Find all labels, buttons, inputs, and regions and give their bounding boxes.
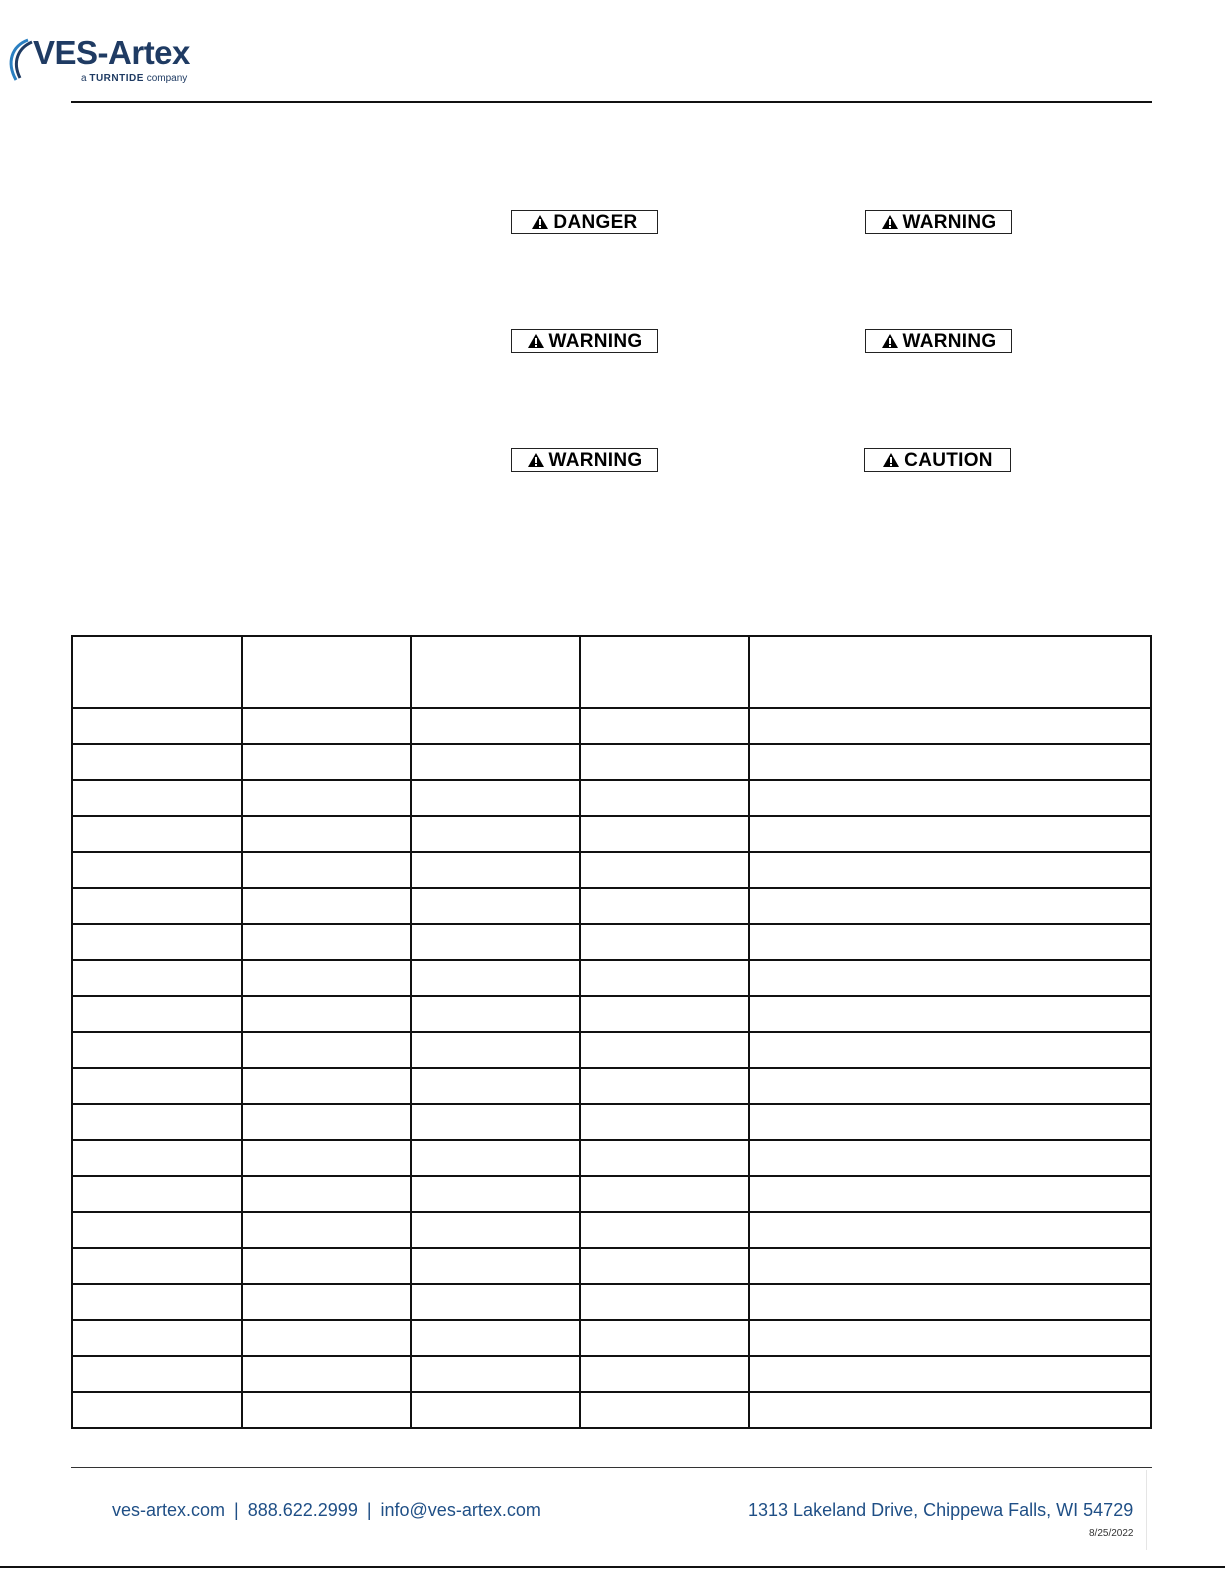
hazard-label-text: DANGER [553,211,638,233]
table-cell [72,1392,242,1428]
hazard-label-warning [865,210,1012,234]
table-row [72,1032,1151,1068]
table-cell [580,816,749,852]
margin-line [1146,1470,1147,1550]
table-cell [242,1356,411,1392]
table-row [72,1212,1151,1248]
table-cell [72,816,242,852]
table-cell [242,1248,411,1284]
table-cell [242,780,411,816]
table-cell [242,1392,411,1428]
table-cell [242,924,411,960]
table-cell [580,708,749,744]
table-row [72,1356,1151,1392]
table-cell [411,924,580,960]
table-cell [749,1104,1151,1140]
table-row [72,1140,1151,1176]
hazard-label-text: WARNING [548,449,643,471]
header-divider [71,101,1152,103]
table-cell [242,1104,411,1140]
footer-separator: | [366,1500,372,1520]
table-cell [580,924,749,960]
footer-website-link[interactable]: ves-artex.com [112,1500,226,1520]
table-cell [411,1284,580,1320]
table-cell [749,1392,1151,1428]
warning-triangle-icon [881,333,899,349]
table-row [72,1284,1151,1320]
table-cell [72,1032,242,1068]
footer-separator: | [234,1500,239,1520]
hazard-label-warning [511,448,658,472]
table-cell [411,1320,580,1356]
table-row [72,780,1151,816]
table-cell [411,1392,580,1428]
table-cell [749,1140,1151,1176]
hazard-label-text: CAUTION [904,449,993,471]
table-cell [749,1356,1151,1392]
table-row [72,1392,1151,1428]
table-cell [749,996,1151,1032]
footer-date: 8/25/2022 [1089,1528,1134,1539]
table-cell [72,708,242,744]
table-cell [411,1068,580,1104]
table-cell [580,1248,749,1284]
footer-address: 1313 Lakeland Drive, Chippewa Falls, WI 54729 [748,1500,1134,1520]
table-cell [242,816,411,852]
table-cell [749,708,1151,744]
table-cell [749,780,1151,816]
table-cell [580,1320,749,1356]
table-cell [580,1176,749,1212]
table-cell [749,1068,1151,1104]
table-row [72,888,1151,924]
table-cell [411,1140,580,1176]
page-bottom-rule [0,1566,1225,1568]
warning-triangle-icon [527,333,545,349]
table-cell [411,852,580,888]
table-cell [411,1032,580,1068]
table-header-cell [242,636,411,708]
table-cell [411,1248,580,1284]
table-cell [411,960,580,996]
table-cell [580,1140,749,1176]
table-cell [72,1140,242,1176]
table-cell [411,1212,580,1248]
table-cell [749,816,1151,852]
table-cell [242,960,411,996]
table-cell [580,852,749,888]
table-cell [72,960,242,996]
warning-triangle-icon [881,214,899,230]
table-row [72,852,1151,888]
warning-triangle-icon [882,452,900,468]
hazard-label-text: WARNING [902,330,997,352]
table-cell [411,708,580,744]
table-cell [72,1212,242,1248]
table-cell [749,1176,1151,1212]
table-cell [749,1212,1151,1248]
table-cell [72,1068,242,1104]
log-table [71,635,1152,1429]
hazard-label-caution [864,448,1011,472]
table-header-cell [72,636,242,708]
table-cell [72,924,242,960]
footer-divider [71,1467,1152,1468]
table-cell [72,996,242,1032]
hazard-label-text: WARNING [548,330,643,352]
hazard-label-danger [511,210,658,234]
table-cell [72,1104,242,1140]
table-cell [749,1284,1151,1320]
footer-email-link[interactable]: info@ves-artex.com [380,1500,541,1520]
table-cell [411,1176,580,1212]
table-cell [749,960,1151,996]
table-row [72,816,1151,852]
table-cell [580,1104,749,1140]
table-cell [72,1176,242,1212]
table-cell [242,1140,411,1176]
logo-tagline-brand: TURNTIDE [89,73,144,84]
footer-phone[interactable]: 888.622.2999 [247,1500,358,1520]
table-cell [72,1320,242,1356]
hazard-label-warning [511,329,658,353]
table-cell [580,1392,749,1428]
table-cell [580,960,749,996]
table-cell [411,996,580,1032]
table-row [72,960,1151,996]
table-cell [749,1032,1151,1068]
table-cell [72,1356,242,1392]
table-cell [411,780,580,816]
table-cell [242,1212,411,1248]
logo-tagline-suffix: company [146,73,188,84]
table-cell [749,888,1151,924]
table-cell [242,1176,411,1212]
table-cell [580,1032,749,1068]
table-header-cell [749,636,1151,708]
table-header-row [72,636,1151,708]
table-row [72,1176,1151,1212]
warning-triangle-icon [527,452,545,468]
table-row [72,1320,1151,1356]
table-cell [749,852,1151,888]
table-cell [242,996,411,1032]
table-cell [72,780,242,816]
table-cell [242,708,411,744]
table-row [72,708,1151,744]
table-cell [72,852,242,888]
logo-tagline [81,73,187,84]
table-cell [411,888,580,924]
table-cell [749,744,1151,780]
table-cell [580,996,749,1032]
table-cell [72,744,242,780]
logo-swoosh-icon [4,36,36,84]
table-cell [580,780,749,816]
table-cell [749,924,1151,960]
company-logo [4,34,204,90]
table-cell [411,1104,580,1140]
table-cell [242,1284,411,1320]
table-cell [72,1248,242,1284]
table-cell [242,744,411,780]
table-row [72,996,1151,1032]
table-cell [411,816,580,852]
table-cell [242,1320,411,1356]
table-row [72,744,1151,780]
table-cell [242,1068,411,1104]
table-cell [749,1248,1151,1284]
table-row [72,924,1151,960]
table-cell [580,1068,749,1104]
table-cell [411,744,580,780]
table-header-cell [411,636,580,708]
footer-contact [112,1500,541,1521]
table-row [72,1248,1151,1284]
table-row [72,1068,1151,1104]
logo-tagline-prefix: a [81,73,87,84]
table-cell [242,852,411,888]
table-cell [411,1356,580,1392]
table-cell [242,888,411,924]
table-cell [72,888,242,924]
table-cell [749,1320,1151,1356]
table-cell [580,1356,749,1392]
warning-triangle-icon [531,214,549,230]
table-cell [242,1032,411,1068]
table-cell [580,1284,749,1320]
table-cell [72,1284,242,1320]
hazard-label-text: WARNING [902,211,997,233]
logo-wordmark: VES-Artex [33,34,190,71]
table-header-cell [580,636,749,708]
hazard-label-warning [865,329,1012,353]
table-cell [580,888,749,924]
table-row [72,1104,1151,1140]
table-cell [580,744,749,780]
table-cell [580,1212,749,1248]
